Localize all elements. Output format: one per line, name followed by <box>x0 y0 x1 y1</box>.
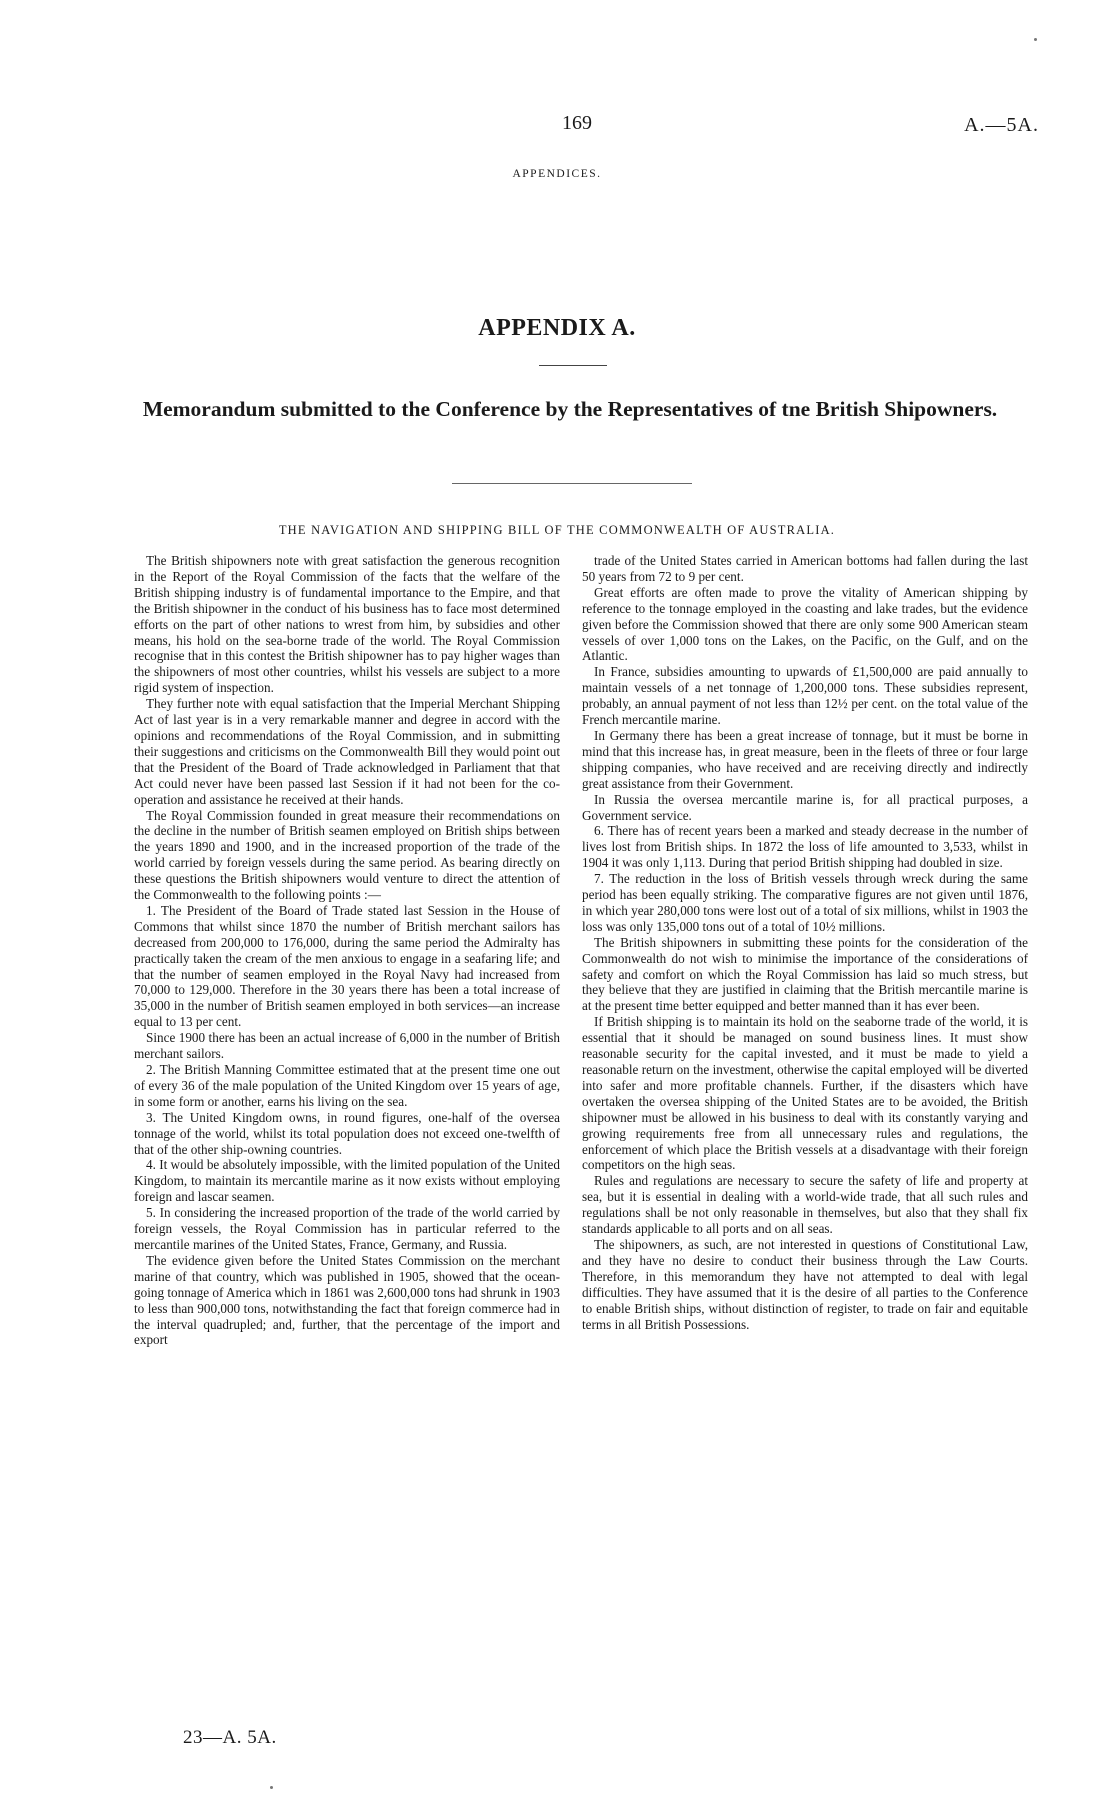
paragraph: 7. The reduction in the loss of British vessels through wreck during the same period has been equally striking. The comparative figures are not given until 1876, in which year 280,000 tons were lost out of a total of six millions, whilst in 1903 the loss was only 135,000 tons out of a total of 10½ millions. <box>582 871 1028 934</box>
paragraph: The shipowners, as such, are not interested in questions of Constitutional Law, and they have no desire to conduct their business through the Law Courts. Therefore, in this memorandum they have not attempted to deal with legal difficulties. They have assumed that it is the desire of all parties to the Conference to enable British ships, without distinction of register, to trade on fair and equitable terms in all British Possessions. <box>582 1236 1028 1332</box>
paragraph: The British shipowners in submitting these points for the consideration of the Commonwealth do not wish to minimise the importance of the considerations of safety and comfort on which the Royal Commission has laid so much stress, but they believe that they are justified in claiming that the British mercantile marine is at the present time better equipped and better manned than it has ever been. <box>582 934 1028 1014</box>
paragraph: In Germany there has been a great increase of tonnage, but it must be borne in mind that this increase has, in great measure, been in the fleets of three or four large shipping companies, who have received and are receiving directly and indirectly great assistance from their Government. <box>582 727 1028 791</box>
paragraph: Rules and regulations are necessary to secure the safety of life and property at sea, but it is essential in dealing with a world-wide trade, that all such rules and regulations shall be not only reasonable in themselves, but also that they shall fix standards applicable to all ports and on all seas. <box>582 1173 1028 1237</box>
paragraph: 6. There has of recent years been a marked and steady decrease in the number of lives lost from British ships. In 1872 the loss of life amounted to 3,533, whilst in 1904 it was only 1,113. During that period British shipping had doubled in size. <box>582 823 1028 871</box>
section-divider <box>452 483 692 484</box>
paragraph: In France, subsidies amounting to upwards of £1,500,000 are paid annually to maintain vessels of a net tonnage of 1,200,000 tons. These subsidies represent, probably, an annual payment of not less than 12½ per cent. on the total value of the French mercantile marine. <box>582 664 1028 728</box>
paragraph: If British shipping is to maintain its hold on the seaborne trade of the world, it is essential that it should be managed on sound business lines. It must show reasonable security for the capital invested, and it must be made to yield a reasonable return on the investment, otherwise the capital employed will be diverted into safer and more profitable channels. Further, if the disasters which have overtaken the oversea shipping of the United States are to be avoided, the British shipowner must be allowed in his business to deal with its constantly varying and growing requirements free from all unnecessary rules and regulations, the enforcement of which place the British vessels at a disadvantage with their foreign competitors on the high seas. <box>582 1014 1028 1173</box>
scan-speck <box>1034 38 1037 41</box>
series-reference: A.—5A. <box>964 114 1039 136</box>
paragraph: In Russia the oversea mercantile marine is, for all practical purposes, a Government service. <box>582 791 1028 823</box>
paragraph: They further note with equal satisfaction that the Imperial Merchant Shipping Act of last year is in a very remarkable manner and degree in accord with the opinions and recommendations of the Royal Commission, and in submitting their suggestions and criticisms on the Commonwealth Bill they would point out that the President of the Board of Trade acknowledged in Parliament that that Act could never have been passed last Session if it had not been for the co-operation and assistance he received at their hands. <box>134 696 560 807</box>
paragraph: The British shipowners note with great satisfaction the generous recognition in the Report of the Royal Commission of the facts that the welfare of the British shipping industry is of fundamental importance to the Empire, and that the British shipowner in the conduct of his business has to face most determined efforts on the part of other nations to wrest from him, by subsidies and other means, his hold on the sea-borne trade of the world. The Royal Commission recognise that in this contest the British shipowner has to pay higher wages than the shipowners of most other countries, whilst his vessels are subject to a more rigid system of inspection. <box>134 553 560 696</box>
paragraph: 3. The United Kingdom owns, in round figures, one-half of the oversea tonnage of the world, whilst its total population does not exceed one-twelfth of that of the other ship-owning countries. <box>134 1109 560 1157</box>
memorandum-title: Memorandum submitted to the Conference by the Representatives of tne British Shipowners. <box>142 397 998 421</box>
paragraph: Since 1900 there has been an actual increase of 6,000 in the number of British merchant sailors. <box>134 1030 560 1062</box>
paragraph: The evidence given before the United States Commission on the merchant marine of that country, which was published in 1905, showed that the ocean-going tonnage of America which in 1861 was 2,600,000 tons had shrunk in 1903 to less than 900,000 tons, notwithstanding the fact that foreign commerce had in the interval quadrupled; and, further, that the percentage of the import and export <box>134 1252 560 1348</box>
signature-mark: 23—A. 5A. <box>183 1727 277 1748</box>
title-rule <box>539 365 607 366</box>
scan-speck <box>270 1786 273 1789</box>
left-text-column <box>134 553 560 1348</box>
paragraph: The Royal Commission founded in great measure their recommendations on the decline in the number of British seamen employed on British ships between the years 1890 and 1900, and in the increased proportion of the trade of the world carried by foreign vessels during the same period. As bearing directly on these questions the British shipowners would venture to direct the attention of the Commonwealth to the following points :— <box>134 807 560 903</box>
paragraph: 4. It would be absolutely impossible, with the limited population of the United Kingdom, to maintain its mercantile marine as it now exists without employing foreign and lascar seamen. <box>134 1157 560 1205</box>
paragraph: Great efforts are often made to prove the vitality of American shipping by reference to the tonnage employed in the coasting and lake trades, but the evidence given before the Commission showed that there are only some 900 American steam vessels of over 1,000 tons on the Lakes, on the Pacific, on the Gulf, and on the Atlantic. <box>582 584 1028 664</box>
page-number: 169 <box>562 112 592 134</box>
paragraph: 2. The British Manning Committee estimated that at the present time one out of every 36 of the male population of the United Kingdom over 15 years of age, in some form or another, earns his living on the sea. <box>134 1062 560 1109</box>
running-head: APPENDICES. <box>512 168 602 180</box>
section-heading: THE NAVIGATION AND SHIPPING BILL OF THE COMMONWEALTH OF AUSTRALIA. <box>278 523 836 537</box>
right-text-column <box>582 553 1028 1332</box>
appendix-title: APPENDIX A. <box>478 315 636 341</box>
paragraph: 1. The President of the Board of Trade stated last Session in the House of Commons that whilst since 1870 the number of British merchant sailors has decreased from 200,000 to 176,000, during the same period the Admiralty has practically taken the cream of the men anxious to engage in a seafaring life; and that the number of seamen employed in the Royal Navy had increased from 70,000 to 129,000. Therefore in the 30 years there has been a total increase of 35,000 in the number of British seamen employed in both services—an increase equal to 13 per cent. <box>134 902 560 1030</box>
paragraph: 5. In considering the increased proportion of the trade of the world carried by foreign vessels, the Royal Commission has in particular referred to the mercantile marines of the United States, France, Germany, and Russia. <box>134 1205 560 1252</box>
paragraph: trade of the United States carried in American bottoms had fallen during the last 50 years from 72 to 9 per cent. <box>582 553 1028 584</box>
